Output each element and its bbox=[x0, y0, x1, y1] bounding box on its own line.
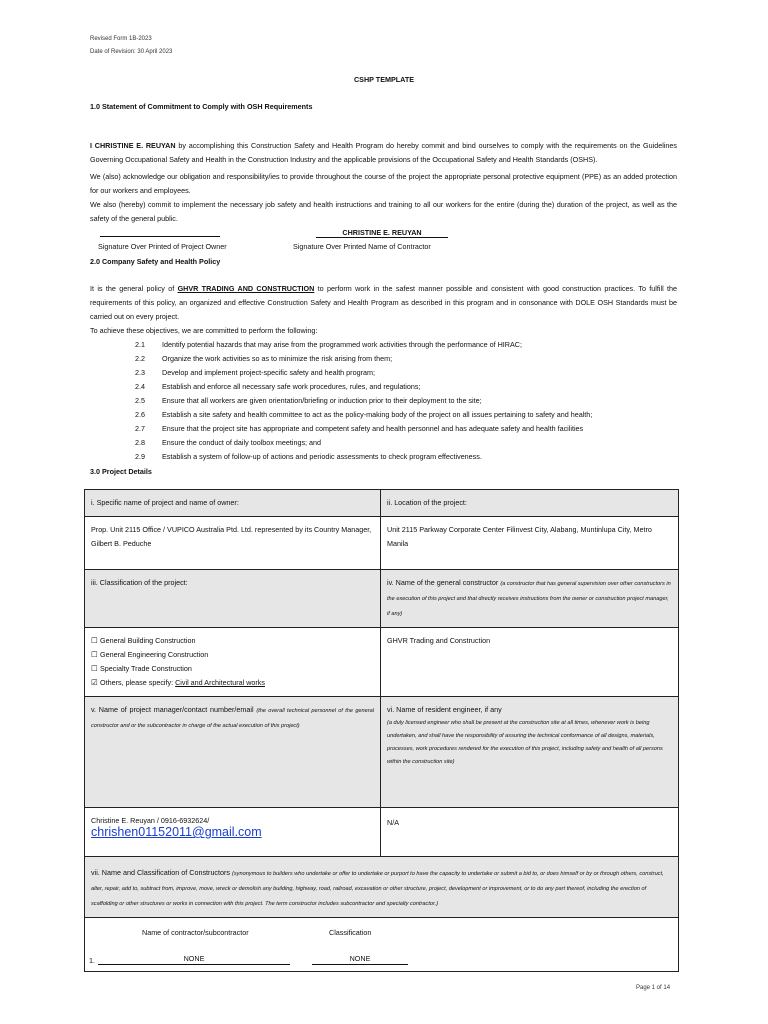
resident-engineer-note: (a duly licensed engineer who shall be present at the construction site at all times, whenever work is being undertaken, and shall have the responsibility of assuring the technical conformance of all designs, materials, processes, work procedures rendered for the execution of this project, including safety and health of all persons within the construction site) bbox=[387, 720, 663, 765]
list-item-number: 2.7 bbox=[135, 424, 145, 433]
project-location-value: Unit 2115 Parkway Corporate Center Filinvest City, Alabang, Muntinlupa City, Metro Manila bbox=[381, 517, 679, 570]
contractor-signature-block bbox=[316, 228, 448, 238]
list-item bbox=[135, 394, 735, 408]
list-item-number: 2.8 bbox=[135, 438, 145, 447]
checked-checkbox-icon[interactable]: ☑ bbox=[91, 678, 98, 687]
project-details-table bbox=[84, 489, 679, 972]
owner-signature-line bbox=[100, 236, 220, 237]
list-item-number: 2.1 bbox=[135, 340, 145, 349]
classification-option bbox=[91, 648, 374, 662]
contractor-classification-value: NONE bbox=[312, 954, 408, 965]
classification-option-other bbox=[91, 676, 374, 690]
commitment-paragraph-3: We also (hereby) commit to implement the necessary job safety and health instructions and training to all our workers for the entire (during the) duration of the project, as well as the safety of the general public. bbox=[90, 200, 677, 223]
general-constructor-header bbox=[381, 570, 679, 628]
project-manager-note: (the overall technical personnel of the general constructor and or the subcontractor in charge of the actual execution of this project) bbox=[91, 708, 374, 729]
general-constructor-value: GHVR Trading and Construction bbox=[381, 628, 679, 697]
option-label: Others, please specify: bbox=[100, 678, 176, 687]
policy-objectives-intro: To achieve these objectives, we are committed to perform the following: bbox=[90, 326, 318, 335]
contractor-signature-name: CHRISTINE E. REUYAN bbox=[342, 228, 422, 237]
constructors-title: vii. Name and Classification of Constructors bbox=[91, 868, 233, 877]
commitment-name: I CHRISTINE E. REUYAN bbox=[90, 141, 176, 150]
list-item-text: Identify potential hazards that may arise from the programmed work activities through the performance of HIRAC; bbox=[162, 340, 522, 349]
constructors-list bbox=[85, 918, 679, 972]
form-revision: Revised Form 1B-2023 bbox=[90, 36, 152, 42]
constructors-note: (synonymous to builders who undertake or offer to undertake or purport to have the capacity to undertake or submit a bid to, or does himself or by or through others, construct, alter, repair, add to, subtract from, improve, move, wreck or demolish any building, highway, road, railroad, excavation or other structure, project, development or improvement, or to do any part thereof, including the erection of scaffolding or other structures or works in connection with this project. The term constructor includes subcontractor and specialty contractor.) bbox=[91, 871, 664, 907]
list-item-text: Establish a system of follow-up of actions and periodic assessments to check program effectiveness. bbox=[162, 452, 482, 461]
list-item-text: Establish and enforce all necessary safe work procedures, rules, and regulations; bbox=[162, 382, 421, 391]
resident-engineer-title: vi. Name of resident engineer, if any bbox=[387, 705, 502, 714]
policy-paragraph bbox=[90, 282, 677, 324]
classification-options bbox=[85, 628, 381, 697]
list-item bbox=[135, 352, 735, 366]
general-constructor-note: (a constructor that has general supervision over other constructors in the execution of this project and that directly receives instructions from the owner or construction project manager, if any) bbox=[387, 581, 671, 617]
checkbox-icon[interactable]: ☐ bbox=[91, 636, 98, 645]
other-classification-value: Civil and Architectural works bbox=[175, 678, 265, 687]
list-item bbox=[135, 380, 735, 394]
project-location-header: ii. Location of the project: bbox=[381, 490, 679, 517]
project-manager-value bbox=[85, 808, 381, 857]
list-item-number: 2.4 bbox=[135, 382, 145, 391]
checkbox-icon[interactable]: ☐ bbox=[91, 650, 98, 659]
list-item-text: Ensure that the project site has appropriate and competent safety and health personnel and has adequate safety and health facilities bbox=[162, 424, 584, 433]
commitment-paragraph-2: We (also) acknowledge our obligation and responsibility/ies to provide throughout the course of the project the appropriate personal protective equipment (PPE) as an added protection for our workers and employees. bbox=[90, 172, 677, 195]
commitment-paragraph-1 bbox=[90, 139, 677, 167]
list-item-text: Ensure the conduct of daily toolbox meetings; and bbox=[162, 438, 322, 447]
project-classification-header: iii. Classification of the project: bbox=[85, 570, 381, 628]
list-item-number: 2.9 bbox=[135, 452, 145, 461]
list-item-text: Establish a site safety and health committee to act as the policy-making body of the project on all issues pertaining to safety and health; bbox=[162, 410, 593, 419]
list-item bbox=[135, 422, 735, 436]
list-item bbox=[135, 450, 735, 464]
general-constructor-title: iv. Name of the general constructor bbox=[387, 578, 501, 587]
list-item-number: 2.2 bbox=[135, 354, 145, 363]
option-label: General Building Construction bbox=[100, 636, 196, 645]
list-item bbox=[135, 408, 735, 422]
section1-heading: 1.0 Statement of Commitment to Comply with OSH Requirements bbox=[90, 102, 313, 111]
list-item-text: Ensure that all workers are given orientation/briefing or induction prior to their deployment to the site; bbox=[162, 396, 482, 405]
policy-text-post: to perform work in the safest manner possible and consistent with good construction practices. To fulfill the requirements of this policy, an organized and effective Construction Safety and Health Program as described in this program and in consonance with DOLE OSH Standards must be carried out on every project. bbox=[90, 284, 677, 321]
page-title: CSHP TEMPLATE bbox=[353, 75, 415, 84]
constructors-header bbox=[85, 857, 679, 918]
owner-signature-label: Signature Over Printed of Project Owner bbox=[98, 242, 227, 251]
list-item-number: 2.5 bbox=[135, 396, 145, 405]
classification-option bbox=[91, 662, 374, 676]
contact-info: Christine E. Reuyan / 0916-6932624/ bbox=[91, 816, 210, 825]
contact-email[interactable]: chrishen01152011@gmail.com bbox=[91, 825, 262, 839]
option-label: Specialty Trade Construction bbox=[100, 664, 192, 673]
project-name-value: Prop. Unit 2115 Office / VUPICO Australia Ptd. Ltd. represented by its Country Manager, Gilbert B. Peduche bbox=[85, 517, 381, 570]
section2-heading: 2.0 Company Safety and Health Policy bbox=[90, 257, 221, 266]
company-name: GHVR TRADING AND CONSTRUCTION bbox=[177, 284, 315, 293]
contractor-signature-label: Signature Over Printed Name of Contractor bbox=[293, 242, 431, 251]
project-manager-title: v. Name of project manager/contact number/email bbox=[91, 705, 257, 714]
contractor-name-column-header: Name of contractor/subcontractor bbox=[142, 928, 249, 937]
project-name-header: i. Specific name of project and name of owner: bbox=[85, 490, 381, 517]
checkbox-icon[interactable]: ☐ bbox=[91, 664, 98, 673]
row-number: 1. bbox=[89, 956, 95, 965]
resident-engineer-header bbox=[381, 697, 679, 808]
policy-list bbox=[135, 338, 695, 468]
list-item-text: Develop and implement project-specific safety and health program; bbox=[162, 368, 375, 377]
option-label: General Engineering Construction bbox=[100, 650, 209, 659]
list-item bbox=[135, 436, 735, 450]
revision-date: Date of Revision: 30 April 2023 bbox=[90, 49, 173, 55]
section3-heading: 3.0 Project Details bbox=[90, 467, 152, 476]
commitment-text: by accomplishing this Construction Safety and Health Program do hereby commit and bind ourselves to comply with the requirements on the Guidelines Governing Occupational Safety and Health in the Construction Industry and the applicable provisions of the Occupational Safety and Health Standards (OSHS). bbox=[90, 141, 677, 164]
list-item bbox=[135, 366, 735, 380]
list-item bbox=[135, 338, 735, 352]
resident-engineer-value: N/A bbox=[381, 808, 679, 857]
page-number: Page 1 of 14 bbox=[636, 985, 671, 991]
policy-text-pre: It is the general policy of bbox=[90, 284, 178, 293]
project-manager-header bbox=[85, 697, 381, 808]
list-item-number: 2.3 bbox=[135, 368, 145, 377]
classification-option bbox=[91, 634, 374, 648]
list-item-number: 2.6 bbox=[135, 410, 145, 419]
classification-column-header: Classification bbox=[329, 928, 372, 937]
contractor-name-value: NONE bbox=[98, 954, 290, 965]
list-item-text: Organize the work activities so as to minimize the risk arising from them; bbox=[162, 354, 393, 363]
